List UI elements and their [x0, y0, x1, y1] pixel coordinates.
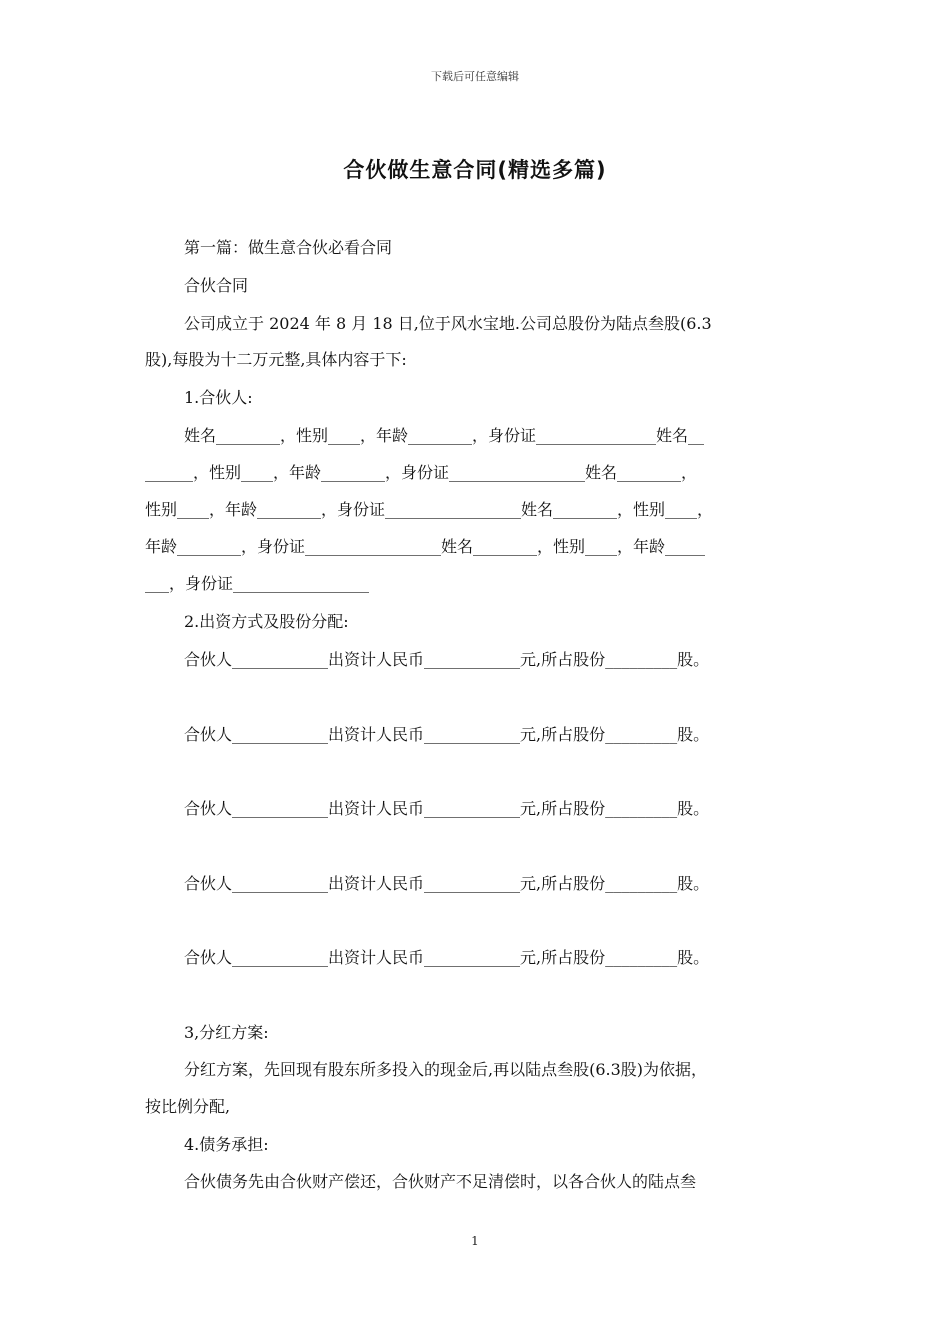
item-heading-debt: 4.债务承担:: [184, 1135, 269, 1154]
intro-paragraph-line: 股),每股为十二万元整,具体内容于下:: [145, 350, 407, 369]
item-heading-investment: 2.出资方式及股份分配:: [184, 612, 349, 631]
intro-paragraph-line: 公司成立于 2024 年 8 月 18 日,位于风水宝地.公司总股份为陆点叁股(6.3: [184, 314, 712, 333]
partners-fill-line: 性别____，年龄________，身份证_________________姓名________，性别____，: [145, 500, 714, 519]
page-number: 1: [471, 1234, 479, 1248]
item-heading-partners: 1.合伙人:: [184, 388, 253, 407]
partners-fill-line: 姓名________，性别____，年龄________，身份证_______________姓名__: [184, 426, 705, 445]
debt-paragraph-line: 合伙债务先由合伙财产偿还，合伙财产不足清偿时，以各合伙人的陆点叁: [184, 1172, 697, 1191]
partners-fill-line: ______，性别____，年龄________，身份证_________________姓名________，: [145, 463, 698, 482]
contract-title: 合伙合同: [184, 276, 249, 295]
investment-line: 合伙人____________出资计人民币____________元,所占股份_________股。: [184, 725, 710, 744]
investment-line: 合伙人____________出资计人民币____________元,所占股份_________股。: [184, 799, 710, 818]
investment-line: 合伙人____________出资计人民币____________元,所占股份_________股。: [184, 948, 710, 967]
investment-line: 合伙人____________出资计人民币____________元,所占股份_________股。: [184, 650, 710, 669]
partners-fill-line: ___，身份证_________________: [145, 574, 370, 593]
dividend-paragraph-line: 按比例分配,: [145, 1097, 231, 1116]
investment-line: 合伙人____________出资计人民币____________元,所占股份_________股。: [184, 874, 710, 893]
item-heading-dividend: 3,分红方案:: [184, 1023, 269, 1042]
partners-fill-line: 年龄________，身份证_________________姓名________，性别____，年龄_____: [145, 537, 706, 556]
dividend-paragraph-line: 分红方案，先回现有股东所多投入的现金后,再以陆点叁股(6.3股)为依据，: [184, 1060, 708, 1079]
document-title: 合伙做生意合同(精选多篇): [343, 158, 607, 182]
section-heading: 第一篇：做生意合伙必看合同: [184, 238, 393, 257]
page-header: 下载后可任意编辑: [431, 70, 519, 83]
